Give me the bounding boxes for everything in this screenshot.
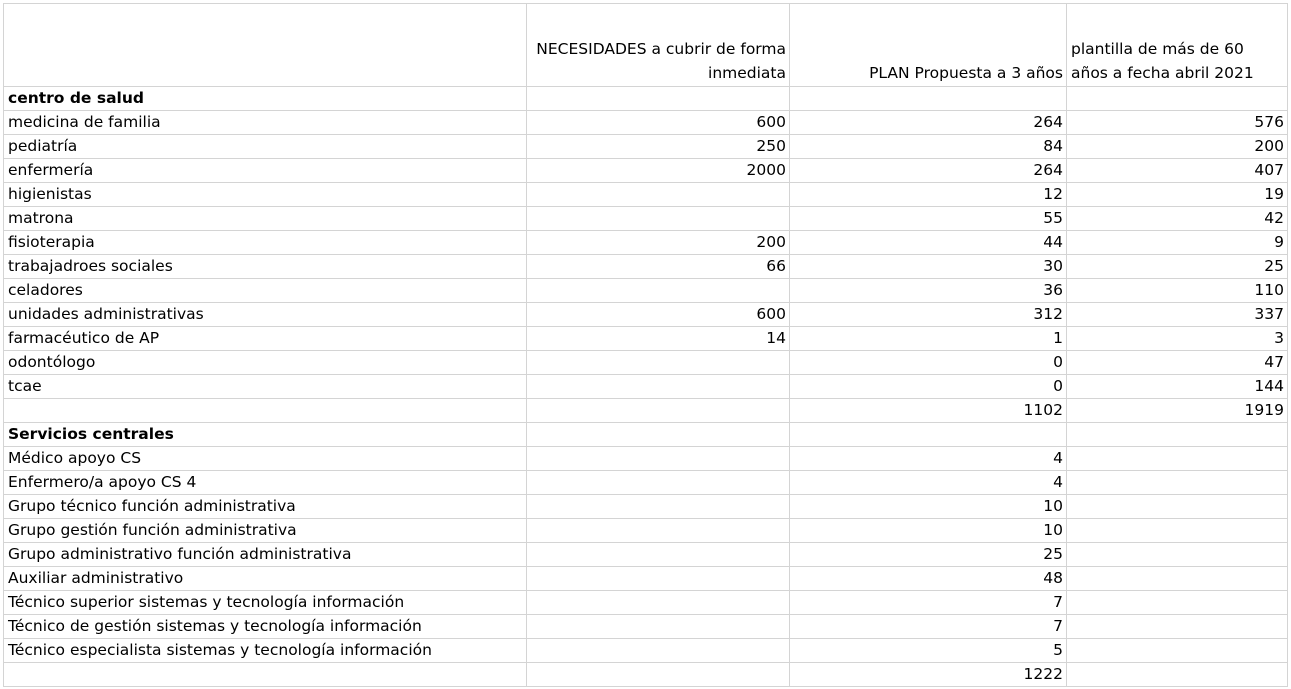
table-row: [4, 567, 1288, 591]
cell-empty[interactable]: [790, 87, 1067, 111]
cell-plantilla[interactable]: 19: [1067, 183, 1288, 207]
cell-necesidades[interactable]: 66: [527, 255, 790, 279]
cell-empty[interactable]: [527, 423, 790, 447]
cell-plan[interactable]: 0: [790, 351, 1067, 375]
cell-empty[interactable]: [527, 447, 790, 471]
cell-necesidades[interactable]: 600: [527, 111, 790, 135]
row-label[interactable]: Médico apoyo CS: [4, 447, 527, 471]
cell-plan[interactable]: 84: [790, 135, 1067, 159]
cell-plan[interactable]: 7: [790, 615, 1067, 639]
cell-empty[interactable]: [1067, 567, 1288, 591]
table-row: [4, 495, 1288, 519]
cell-empty[interactable]: [1067, 591, 1288, 615]
total-plan-servicios[interactable]: 1222: [790, 663, 1067, 687]
cell-empty[interactable]: [527, 495, 790, 519]
cell-empty[interactable]: [1067, 663, 1288, 687]
section-row-centro: [4, 87, 1288, 111]
table-row: [4, 543, 1288, 567]
header-necesidades[interactable]: NECESIDADES a cubrir de forma inmediata: [527, 4, 790, 87]
cell-empty[interactable]: [527, 639, 790, 663]
cell-necesidades[interactable]: [527, 279, 790, 303]
cell-plantilla[interactable]: 42: [1067, 207, 1288, 231]
table-row: [4, 183, 1288, 207]
header-plantilla[interactable]: plantilla de más de 60 años a fecha abril 2021: [1067, 4, 1288, 87]
total-row-servicios: [4, 663, 1288, 687]
cell-plantilla[interactable]: 25: [1067, 255, 1288, 279]
table-row: [4, 231, 1288, 255]
table-row: [4, 447, 1288, 471]
row-label[interactable]: Grupo técnico función administrativa: [4, 495, 527, 519]
cell-plantilla[interactable]: 407: [1067, 159, 1288, 183]
cell-empty[interactable]: [1067, 615, 1288, 639]
cell-empty[interactable]: [527, 519, 790, 543]
row-label[interactable]: pediatría: [4, 135, 527, 159]
cell-empty[interactable]: [1067, 87, 1288, 111]
cell-empty[interactable]: [527, 567, 790, 591]
table-row: [4, 591, 1288, 615]
table-row: [4, 351, 1288, 375]
cell-plan[interactable]: 5: [790, 639, 1067, 663]
row-label[interactable]: enfermería: [4, 159, 527, 183]
row-label[interactable]: celadores: [4, 279, 527, 303]
cell-empty[interactable]: [1067, 519, 1288, 543]
cell-empty[interactable]: [1067, 639, 1288, 663]
cell-plantilla[interactable]: 200: [1067, 135, 1288, 159]
cell-necesidades[interactable]: 250: [527, 135, 790, 159]
row-label[interactable]: Auxiliar administrativo: [4, 567, 527, 591]
cell-empty[interactable]: [1067, 471, 1288, 495]
row-label[interactable]: Grupo administrativo función administrativa: [4, 543, 527, 567]
row-label[interactable]: Técnico de gestión sistemas y tecnología información: [4, 615, 527, 639]
cell-empty[interactable]: [527, 87, 790, 111]
cell-plantilla[interactable]: 110: [1067, 279, 1288, 303]
cell-empty[interactable]: [527, 663, 790, 687]
cell-necesidades[interactable]: 200: [527, 231, 790, 255]
table-row: [4, 615, 1288, 639]
row-label[interactable]: odontólogo: [4, 351, 527, 375]
header-cell-empty[interactable]: [4, 4, 527, 87]
row-label[interactable]: matrona: [4, 207, 527, 231]
cell-plan[interactable]: 36: [790, 279, 1067, 303]
cell-empty[interactable]: [527, 543, 790, 567]
cell-plan[interactable]: 48: [790, 567, 1067, 591]
cell-plan[interactable]: 7: [790, 591, 1067, 615]
cell-plantilla[interactable]: 9: [1067, 231, 1288, 255]
cell-empty[interactable]: [527, 615, 790, 639]
total-row-centro: [4, 399, 1288, 423]
cell-plan[interactable]: 10: [790, 519, 1067, 543]
cell-necesidades[interactable]: [527, 207, 790, 231]
cell-plan[interactable]: 25: [790, 543, 1067, 567]
table-row: [4, 207, 1288, 231]
section-row-servicios: [4, 423, 1288, 447]
table-row: [4, 111, 1288, 135]
table-row: [4, 327, 1288, 351]
cell-plan[interactable]: 264: [790, 159, 1067, 183]
table-row: [4, 279, 1288, 303]
cell-necesidades[interactable]: 600: [527, 303, 790, 327]
cell-plan[interactable]: 1: [790, 327, 1067, 351]
cell-plantilla[interactable]: 337: [1067, 303, 1288, 327]
cell-plan[interactable]: 4: [790, 471, 1067, 495]
cell-necesidades[interactable]: 14: [527, 327, 790, 351]
cell-plan[interactable]: 30: [790, 255, 1067, 279]
row-label[interactable]: Enfermero/a apoyo CS 4: [4, 471, 527, 495]
row-label[interactable]: tcae: [4, 375, 527, 399]
header-plan[interactable]: PLAN Propuesta a 3 años: [790, 4, 1067, 87]
row-label[interactable]: unidades administrativas: [4, 303, 527, 327]
table-row: [4, 303, 1288, 327]
table-row: [4, 375, 1288, 399]
cell-empty[interactable]: [527, 471, 790, 495]
cell-empty[interactable]: [1067, 423, 1288, 447]
cell-empty[interactable]: [527, 591, 790, 615]
cell-plan[interactable]: 12: [790, 183, 1067, 207]
cell-plan[interactable]: 264: [790, 111, 1067, 135]
total-plantilla-centro[interactable]: 1919: [1067, 399, 1288, 423]
table-row: [4, 639, 1288, 663]
row-label[interactable]: farmacéutico de AP: [4, 327, 527, 351]
total-plan-centro[interactable]: 1102: [790, 399, 1067, 423]
row-label[interactable]: trabajadroes sociales: [4, 255, 527, 279]
section-title-servicios[interactable]: Servicios centrales: [4, 423, 527, 447]
cell-plantilla[interactable]: 3: [1067, 327, 1288, 351]
table-row: [4, 519, 1288, 543]
row-label[interactable]: Grupo gestión función administrativa: [4, 519, 527, 543]
cell-empty[interactable]: [527, 399, 790, 423]
section-title-centro[interactable]: centro de salud: [4, 87, 527, 111]
cell-empty[interactable]: [790, 423, 1067, 447]
header-row: [4, 4, 1288, 87]
row-label[interactable]: higienistas: [4, 183, 527, 207]
table-row: [4, 159, 1288, 183]
cell-plan[interactable]: 44: [790, 231, 1067, 255]
cell-plantilla[interactable]: 47: [1067, 351, 1288, 375]
cell-plan[interactable]: 55: [790, 207, 1067, 231]
spreadsheet-table: [3, 3, 1288, 687]
cell-plan[interactable]: 4: [790, 447, 1067, 471]
cell-plantilla[interactable]: 144: [1067, 375, 1288, 399]
cell-plan[interactable]: 0: [790, 375, 1067, 399]
row-label[interactable]: fisioterapia: [4, 231, 527, 255]
cell-plan[interactable]: 312: [790, 303, 1067, 327]
cell-empty[interactable]: [4, 399, 527, 423]
cell-necesidades[interactable]: 2000: [527, 159, 790, 183]
cell-empty[interactable]: [1067, 543, 1288, 567]
row-label[interactable]: medicina de familia: [4, 111, 527, 135]
cell-necesidades[interactable]: [527, 183, 790, 207]
row-label[interactable]: Técnico especialista sistemas y tecnología información: [4, 639, 527, 663]
cell-empty[interactable]: [1067, 447, 1288, 471]
row-label[interactable]: Técnico superior sistemas y tecnología información: [4, 591, 527, 615]
table-row: [4, 255, 1288, 279]
cell-necesidades[interactable]: [527, 351, 790, 375]
sheet-body: [4, 4, 1288, 687]
table-row: [4, 471, 1288, 495]
cell-plantilla[interactable]: 576: [1067, 111, 1288, 135]
table-row: [4, 135, 1288, 159]
cell-plan[interactable]: 10: [790, 495, 1067, 519]
cell-necesidades[interactable]: [527, 375, 790, 399]
cell-empty[interactable]: [1067, 495, 1288, 519]
cell-empty[interactable]: [4, 663, 527, 687]
